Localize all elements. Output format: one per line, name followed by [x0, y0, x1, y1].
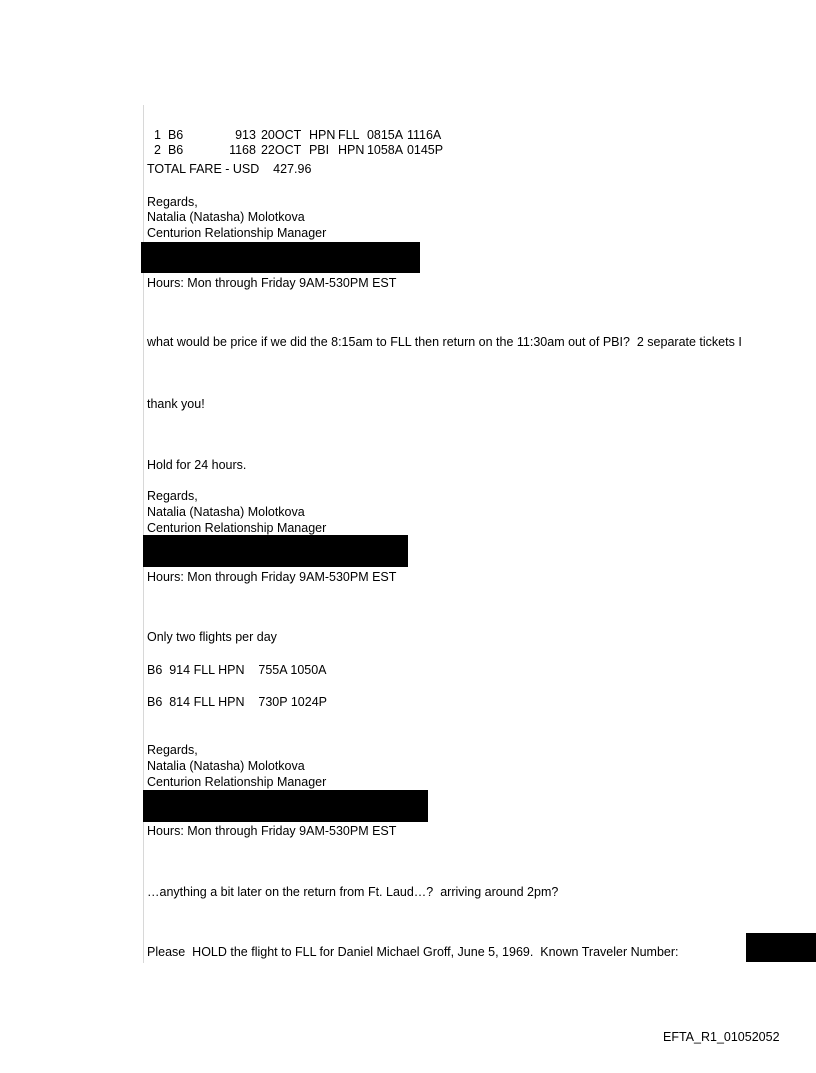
itinerary-segment-2: [147, 128, 443, 158]
signature-title: Centurion Relationship Manager: [147, 521, 327, 535]
segment-flight: 913: [235, 128, 256, 142]
redaction-block: [746, 933, 816, 962]
segment-destination: FLL: [337, 128, 360, 142]
total-fare: TOTAL FARE - USD 427.96: [147, 162, 312, 176]
signature-title: Centurion Relationship Manager: [147, 775, 327, 789]
segment-arrive: 0145P: [406, 143, 444, 157]
redaction-block: [143, 535, 408, 567]
segment-depart: 1058A: [366, 143, 404, 157]
message-flight-a: B6 914 FLL HPN 755A 1050A: [147, 663, 327, 677]
message-thanks: thank you!: [147, 397, 205, 411]
signature-hours: Hours: Mon through Friday 9AM-530PM EST: [147, 276, 397, 290]
signature-hours: Hours: Mon through Friday 9AM-530PM EST: [147, 824, 397, 838]
message-hold: Hold for 24 hours.: [147, 458, 247, 472]
message-left-rule: [143, 105, 144, 963]
signature-hours: Hours: Mon through Friday 9AM-530PM EST: [147, 570, 397, 584]
segment-arrive: 1116A: [406, 128, 442, 142]
signature-regards: Regards,: [147, 743, 198, 757]
segment-airline: B6: [167, 143, 184, 157]
segment-depart: 0815A: [366, 128, 404, 142]
message-hold-request: Please HOLD the flight to FLL for Daniel Michael Groff, June 5, 1969. Known Traveler Number:: [147, 945, 679, 959]
signature-name: Natalia (Natasha) Molotkova: [147, 505, 305, 519]
segment-origin: PBI: [308, 143, 330, 157]
segment-number: 1: [153, 128, 161, 142]
signature-title: Centurion Relationship Manager: [147, 226, 327, 240]
redaction-block: [141, 242, 420, 273]
redaction-block: [143, 790, 428, 822]
signature-name: Natalia (Natasha) Molotkova: [147, 759, 305, 773]
segment-date: 20OCT: [260, 128, 302, 142]
message-flight-b: B6 814 FLL HPN 730P 1024P: [147, 695, 327, 709]
message-two-flights: Only two flights per day: [147, 630, 277, 644]
segment-airline: B6: [167, 128, 184, 142]
segment-date: 22OCT: [260, 143, 302, 157]
signature-regards: Regards,: [147, 195, 198, 209]
signature-name: Natalia (Natasha) Molotkova: [147, 210, 305, 224]
segment-flight: 1168: [229, 143, 256, 157]
segment-number: 2: [153, 143, 161, 157]
segment-destination: HPN: [337, 143, 365, 157]
signature-regards: Regards,: [147, 489, 198, 503]
message-later-return: …anything a bit later on the return from Ft. Laud…? arriving around 2pm?: [147, 885, 559, 899]
message-price-question: what would be price if we did the 8:15am to FLL then return on the 11:30am out of PBI? 2 separate tickets I: [147, 335, 742, 349]
document-id: EFTA_R1_01052052: [663, 1030, 780, 1044]
segment-origin: HPN: [308, 128, 336, 142]
